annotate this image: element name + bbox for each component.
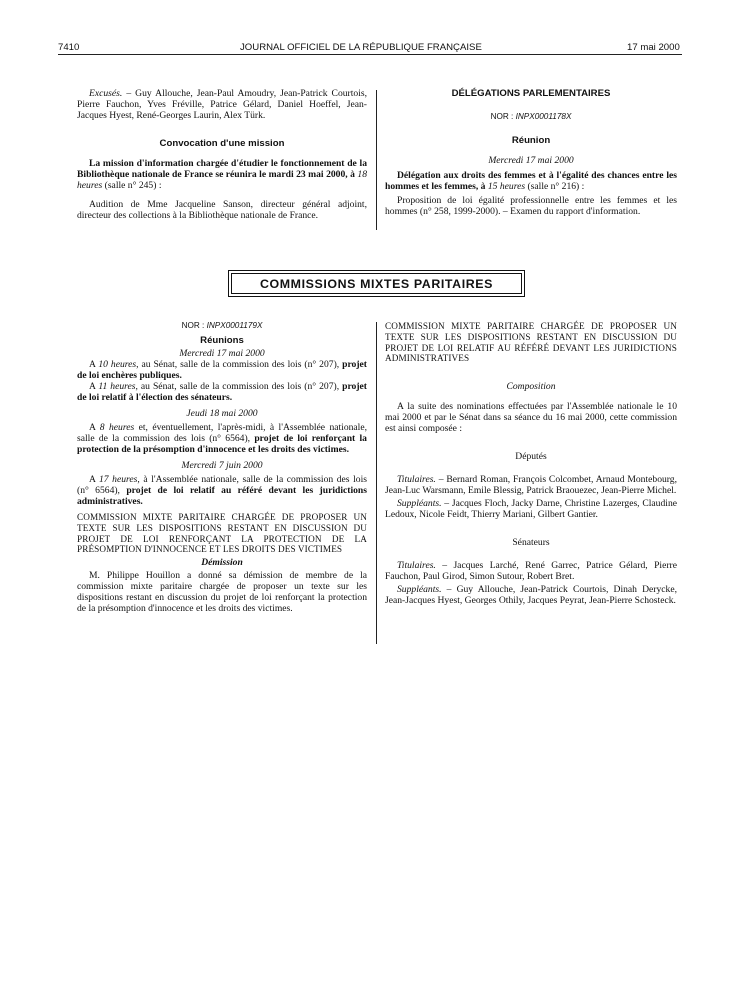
delegation-time: 15 heures <box>487 181 526 192</box>
senateurs-heading: Sénateurs <box>512 537 550 549</box>
excuses-paragraph <box>77 88 367 121</box>
date-heading-1: Mercredi 17 mai 2000 <box>179 348 265 359</box>
proposition-paragraph: Proposition de loi égalité professionnelle entre les femmes et les hommes (n° 258, 1999-2000). – Examen du rapport d'information. <box>385 195 677 217</box>
item-4: A 17 heures, à l'Assemblée nationale, salle de la commission des lois (n° 6564), projet de loi relatif au référé devant les juridictions administratives. <box>77 474 367 507</box>
deputes-suppleants-names: – Jacques Floch, Jacky Darne, Christine Lazerges, Claudine Ledoux, Nicole Feidt, Thierry Mariani, Gilbert Gantier. <box>385 498 677 521</box>
nor-code: INPX0001179X <box>206 321 263 330</box>
commission-caps-right: COMMISSION MIXTE PARITAIRE CHARGÉE DE PROPOSER UN TEXTE SUR LES DISPOSITIONS RESTANT EN DISCUSSION DU PROJET DE LOI RELATIF AU RÉFÉRÉ DEVANT LES JURIDICTIONS ADMINISTRATIVES <box>385 321 677 364</box>
delegation-bold: Délégation aux droits des femmes et à l'égalité des chances entre les hommes et les femmes, à <box>385 170 677 192</box>
date-heading-3: Mercredi 7 juin 2000 <box>181 460 263 471</box>
demission-paragraph: M. Philippe Houillon a donné sa démission de membre de la commission mixte paritaire chargée de proposer un texte sur les dispositions restant en discussion du projet de loi renforçant la protection de la présomption d'innocence et les droits des victimes. <box>77 570 367 615</box>
section-banner <box>228 270 525 297</box>
excuses-label: Excusés. <box>89 88 123 99</box>
titulaires-label: Titulaires. <box>397 560 436 572</box>
item-1-bold: projet de loi enchères publiques. <box>77 359 367 381</box>
commission-caps-left: COMMISSION MIXTE PARITAIRE CHARGÉE DE PROPOSER UN TEXTE SUR LES DISPOSITIONS RESTANT EN DISCUSSION DU PROJET DE LOI RENFORÇANT LA PROTECTION DE LA PRÉSOMPTION D'INNOCENCE ET LES DROITS DES VICTIMES <box>77 512 367 555</box>
column-divider-bottom <box>376 322 377 644</box>
nor-line-top <box>385 112 677 121</box>
item-3-text: et, éventuellement, l'après-midi, à l'Assemblée nationale, salle de la commission des lois (n° 6564), <box>77 422 367 444</box>
convocation-paragraph <box>77 158 367 191</box>
audition-paragraph: Audition de Mme Jacqueline Sanson, directeur général adjoint, directeur des collections à la Bibliothèque nationale de France. <box>77 199 367 221</box>
nor-code: INPX0001178X <box>515 112 572 121</box>
item-3-bold: projet de loi renforçant la protection de la présomption d'innocence et les droits des victimes. <box>77 433 367 455</box>
delegation-paragraph <box>385 170 677 192</box>
suppleants-label: Suppléants. <box>397 584 442 596</box>
item-2-bold: projet de loi relatif à l'élection des sénateurs. <box>77 381 367 403</box>
header-date: 17 mai 2000 <box>627 42 680 53</box>
date-heading-2: Jeudi 18 mai 2000 <box>186 408 258 419</box>
demission-heading: Démission <box>201 557 243 569</box>
item-3-time: 8 heures <box>99 422 135 433</box>
senateurs-suppleants <box>385 584 677 606</box>
item-2: A 11 heures, au Sénat, salle de la commission des lois (n° 207), projet de loi relatif à l'élection des sénateurs. <box>77 381 367 403</box>
delegations-heading: DÉLÉGATIONS PARLEMENTAIRES <box>451 88 611 99</box>
banner-title: COMMISSIONS MIXTES PARITAIRES <box>231 273 522 294</box>
composition-paragraph: A la suite des nominations effectuées par l'Assemblée nationale le 10 mai 2000 et par le Sénat dans sa séance du 16 mai 2000, cette commission est ainsi composée : <box>385 401 677 435</box>
delegation-room: (salle n° 216) : <box>525 181 585 192</box>
top-left-column <box>77 88 367 221</box>
left-column <box>77 321 367 614</box>
deputes-titulaires-names: – Bernard Roman, François Colcombet, Arnaud Montebourg, Jean-Luc Warsmann, Emile Blessig, Patrick Braouezec, Jean-Pierre Michel. <box>385 474 677 497</box>
deputes-heading: Députés <box>515 451 547 463</box>
convocation-heading: Convocation d'une mission <box>159 138 285 149</box>
item-1-time: 10 heures <box>98 359 137 370</box>
suppleants-label: Suppléants. <box>397 498 442 510</box>
composition-heading: Composition <box>506 381 556 393</box>
nor-prefix: NOR : <box>490 112 516 121</box>
column-divider-top <box>376 90 377 230</box>
item-2-time: 11 heures <box>98 381 136 392</box>
reunions-heading: Réunions <box>200 335 244 346</box>
item-1: A 10 heures, au Sénat, salle de la commission des lois (n° 207), projet de loi enchères publiques. <box>77 359 367 381</box>
journal-title: JOURNAL OFFICIEL DE LA RÉPUBLIQUE FRANÇAISE <box>240 42 482 53</box>
item-4-text: , à l'Assemblée nationale, salle de la commission des lois (n° 6564), <box>77 474 367 496</box>
reunion-heading: Réunion <box>511 135 551 146</box>
convocation-room: (salle n° 245) : <box>102 180 162 191</box>
excuses-text: – Guy Allouche, Jean-Paul Amoudry, Jean-Patrick Courtois, Pierre Fauchon, Yves Fréville, Patrice Gélard, Daniel Hoeffel, Jean-Jacques Hyest, René-Georges Laurin, Alex Türk. <box>77 88 367 121</box>
right-column <box>385 321 677 606</box>
convocation-time: 18 heures <box>77 169 367 191</box>
deputes-titulaires <box>385 474 677 496</box>
senateurs-suppleants-names: – Guy Allouche, Jean-Patrick Courtois, Dinah Derycke, Jean-Jacques Hyest, Georges Othily, Jacques Peyrat, Jean-Pierre Schosteck. <box>385 584 677 607</box>
item-3: A 8 heures et, éventuellement, l'après-midi, à l'Assemblée nationale, salle de la commission des lois (n° 6564), projet de loi renforçant la protection de la présomption d'innocence et les droits des victimes. <box>77 422 367 455</box>
page-number: 7410 <box>58 42 80 53</box>
deputes-suppleants <box>385 498 677 520</box>
senateurs-titulaires-names: – Jacques Larché, René Garrec, Patrice Gélard, Pierre Fauchon, Paul Girod, Simon Sutour, Robert Bret. <box>385 560 677 583</box>
item-4-bold: projet de loi relatif au référé devant les juridictions administratives. <box>77 485 367 507</box>
item-1-text: , au Sénat, salle de la commission des lois (n° 207), <box>136 359 340 370</box>
header-rule <box>58 54 682 55</box>
item-2-text: , au Sénat, salle de la commission des lois (n° 207), <box>135 381 340 392</box>
titulaires-label: Titulaires. <box>397 474 436 486</box>
reunion-date: Mercredi 17 mai 2000 <box>488 155 574 166</box>
senateurs-titulaires <box>385 560 677 582</box>
nor-line-left <box>77 321 367 330</box>
top-right-column <box>385 88 677 217</box>
convocation-bold: La mission d'information chargée d'étudier le fonctionnement de la Bibliothèque nationale de France se réunira le mardi 23 mai 2000, à <box>77 158 367 180</box>
nor-prefix: NOR : <box>181 321 207 330</box>
item-4-time: 17 heures <box>99 474 138 485</box>
